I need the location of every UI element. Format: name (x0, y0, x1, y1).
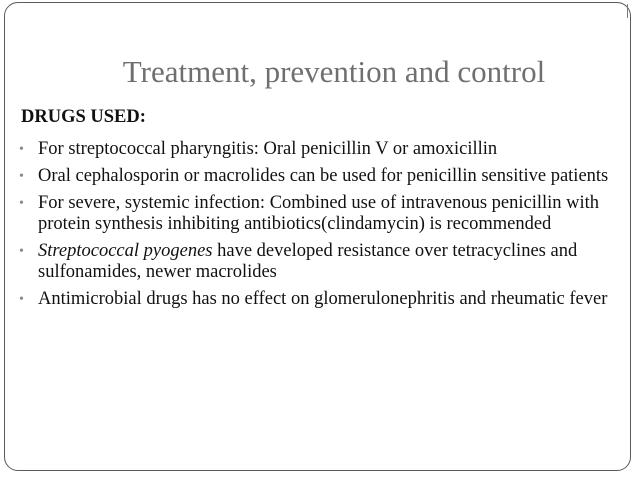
bullet-list (19, 139, 629, 316)
bullet-text: Oral cephalosporin or macrolides can be used for penicillin sensitive patients (38, 166, 609, 186)
bullet-item-severe-infection (19, 193, 629, 235)
section-heading: DRUGS USED: (21, 107, 146, 127)
organism-name: Streptococcal pyogenes (38, 241, 213, 261)
bullet-item-pharyngitis (19, 139, 629, 160)
bullet-text: Antimicrobial drugs has no effect on glomerulonephritis and rheumatic fever (38, 289, 608, 309)
bullet-text: For streptococcal pharyngitis: Oral penicillin V or amoxicillin (38, 139, 498, 159)
bullet-item-resistance (19, 241, 629, 283)
bullet-dot-icon: • (19, 292, 24, 307)
bullet-dot-icon: • (19, 169, 24, 184)
bullet-dot-icon: • (19, 244, 24, 259)
bullet-dot-icon: • (19, 142, 24, 157)
slide-title: Treatment, prevention and control (122, 54, 546, 89)
bullet-item-no-effect (19, 289, 629, 310)
corner-accent-line (627, 4, 629, 18)
bullet-text: have developed resistance over tetracyclines and sulfonamides, newer macrolides (38, 241, 578, 282)
bullet-text: For severe, systemic infection: Combined use of intravenous penicillin with protein synthesis inhibiting antibiotics(clindamycin) is recommended (38, 193, 600, 234)
bullet-dot-icon: • (19, 196, 24, 211)
bullet-item-cephalosporin (19, 166, 629, 187)
